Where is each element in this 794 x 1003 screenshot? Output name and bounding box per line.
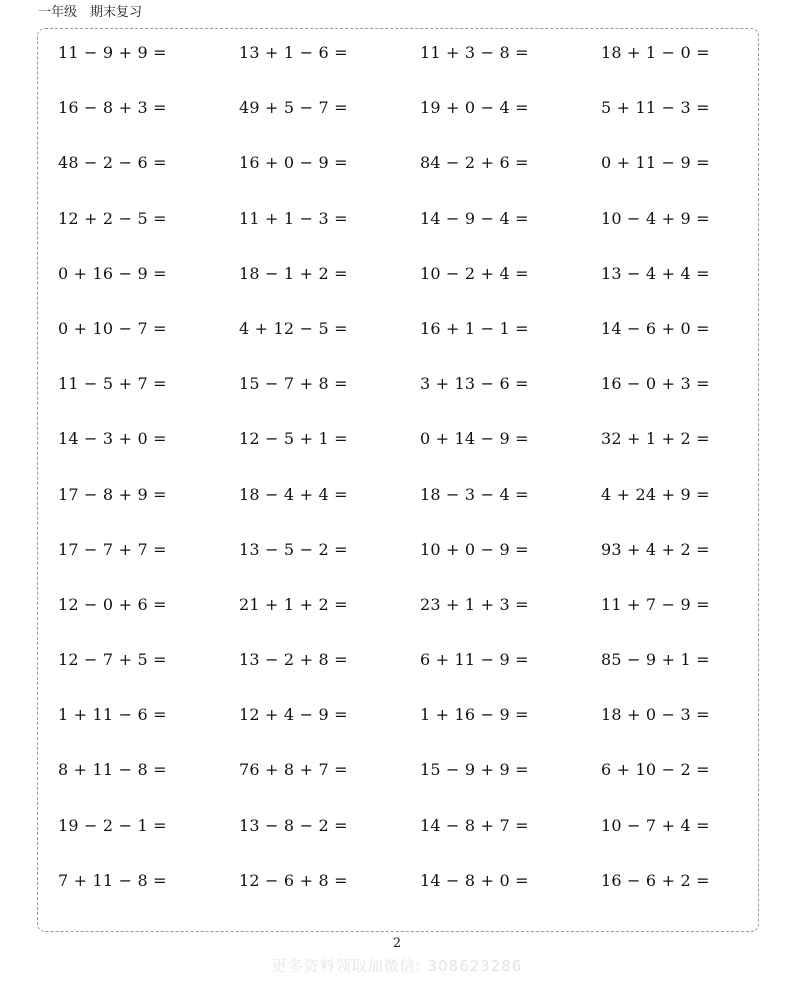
math-problem: 93 + 4 + 2 = bbox=[601, 539, 710, 559]
math-problem: 11 + 1 − 3 = bbox=[239, 208, 348, 228]
math-problem: 14 − 8 + 7 = bbox=[420, 815, 529, 835]
math-problem: 13 − 2 + 8 = bbox=[239, 650, 348, 670]
watermark-text: 更多资料领取加微信: 308623286 bbox=[271, 957, 523, 975]
math-problem: 18 − 1 + 2 = bbox=[239, 263, 348, 283]
math-problem: 12 + 4 − 9 = bbox=[239, 705, 348, 725]
math-problem: 17 − 7 + 7 = bbox=[58, 539, 167, 559]
math-problem: 19 − 2 − 1 = bbox=[58, 815, 167, 835]
math-problem: 12 − 5 + 1 = bbox=[239, 429, 348, 449]
math-problem: 11 − 5 + 7 = bbox=[58, 374, 167, 394]
math-problem: 0 + 14 − 9 = bbox=[420, 429, 529, 449]
math-problem: 5 + 11 − 3 = bbox=[601, 98, 710, 118]
worksheet-box bbox=[37, 28, 759, 932]
math-problem: 49 + 5 − 7 = bbox=[239, 98, 348, 118]
math-problem: 12 − 6 + 8 = bbox=[239, 870, 348, 890]
math-problem: 7 + 11 − 8 = bbox=[58, 870, 167, 890]
math-problem: 1 + 11 − 6 = bbox=[58, 705, 167, 725]
math-problem: 10 − 7 + 4 = bbox=[601, 815, 710, 835]
math-problem: 0 + 10 − 7 = bbox=[58, 318, 167, 338]
math-problem: 14 − 6 + 0 = bbox=[601, 318, 710, 338]
math-problem: 15 − 7 + 8 = bbox=[239, 374, 348, 394]
math-problem: 11 − 9 + 9 = bbox=[58, 43, 167, 62]
math-problem: 18 − 3 − 4 = bbox=[420, 484, 529, 504]
worksheet-header-title: 一年级 期末复习 bbox=[38, 5, 143, 20]
math-problem: 18 − 4 + 4 = bbox=[239, 484, 348, 504]
problem-grid bbox=[58, 39, 758, 922]
math-problem: 3 + 13 − 6 = bbox=[420, 374, 529, 394]
math-problem: 21 + 1 + 2 = bbox=[239, 594, 348, 614]
math-problem: 13 − 4 + 4 = bbox=[601, 263, 710, 283]
math-problem: 6 + 11 − 9 = bbox=[420, 650, 529, 670]
math-problem: 16 − 8 + 3 = bbox=[58, 98, 167, 118]
math-problem: 11 + 3 − 8 = bbox=[420, 43, 529, 62]
math-problem: 18 + 0 − 3 = bbox=[601, 705, 710, 725]
math-problem: 1 + 16 − 9 = bbox=[420, 705, 529, 725]
math-problem: 16 + 1 − 1 = bbox=[420, 318, 529, 338]
math-problem: 23 + 1 + 3 = bbox=[420, 594, 529, 614]
math-problem: 8 + 11 − 8 = bbox=[58, 760, 167, 780]
math-problem: 12 − 0 + 6 = bbox=[58, 594, 167, 614]
math-problem: 13 + 1 − 6 = bbox=[239, 43, 348, 62]
math-problem: 85 − 9 + 1 = bbox=[601, 650, 710, 670]
page-number: 2 bbox=[392, 936, 402, 951]
math-problem: 18 + 1 − 0 = bbox=[601, 43, 710, 62]
math-problem: 16 − 0 + 3 = bbox=[601, 374, 710, 394]
math-problem: 15 − 9 + 9 = bbox=[420, 760, 529, 780]
math-problem: 6 + 10 − 2 = bbox=[601, 760, 710, 780]
math-problem: 13 − 5 − 2 = bbox=[239, 539, 348, 559]
math-problem: 10 − 2 + 4 = bbox=[420, 263, 529, 283]
math-problem: 14 − 8 + 0 = bbox=[420, 870, 529, 890]
math-problem: 19 + 0 − 4 = bbox=[420, 98, 529, 118]
math-problem: 10 − 4 + 9 = bbox=[601, 208, 710, 228]
math-problem: 12 + 2 − 5 = bbox=[58, 208, 167, 228]
math-problem: 0 + 16 − 9 = bbox=[58, 263, 167, 283]
math-problem: 14 − 3 + 0 = bbox=[58, 429, 167, 449]
math-problem: 14 − 9 − 4 = bbox=[420, 208, 529, 228]
math-problem: 84 − 2 + 6 = bbox=[420, 153, 529, 173]
math-problem: 13 − 8 − 2 = bbox=[239, 815, 348, 835]
math-problem: 12 − 7 + 5 = bbox=[58, 650, 167, 670]
math-problem: 10 + 0 − 9 = bbox=[420, 539, 529, 559]
math-problem: 4 + 24 + 9 = bbox=[601, 484, 710, 504]
math-problem: 0 + 11 − 9 = bbox=[601, 153, 710, 173]
math-problem: 76 + 8 + 7 = bbox=[239, 760, 348, 780]
math-problem: 17 − 8 + 9 = bbox=[58, 484, 167, 504]
math-problem: 48 − 2 − 6 = bbox=[58, 153, 167, 173]
math-problem: 16 − 6 + 2 = bbox=[601, 870, 710, 890]
math-problem: 32 + 1 + 2 = bbox=[601, 429, 710, 449]
math-problem: 4 + 12 − 5 = bbox=[239, 318, 348, 338]
math-problem: 11 + 7 − 9 = bbox=[601, 594, 710, 614]
math-problem: 16 + 0 − 9 = bbox=[239, 153, 348, 173]
